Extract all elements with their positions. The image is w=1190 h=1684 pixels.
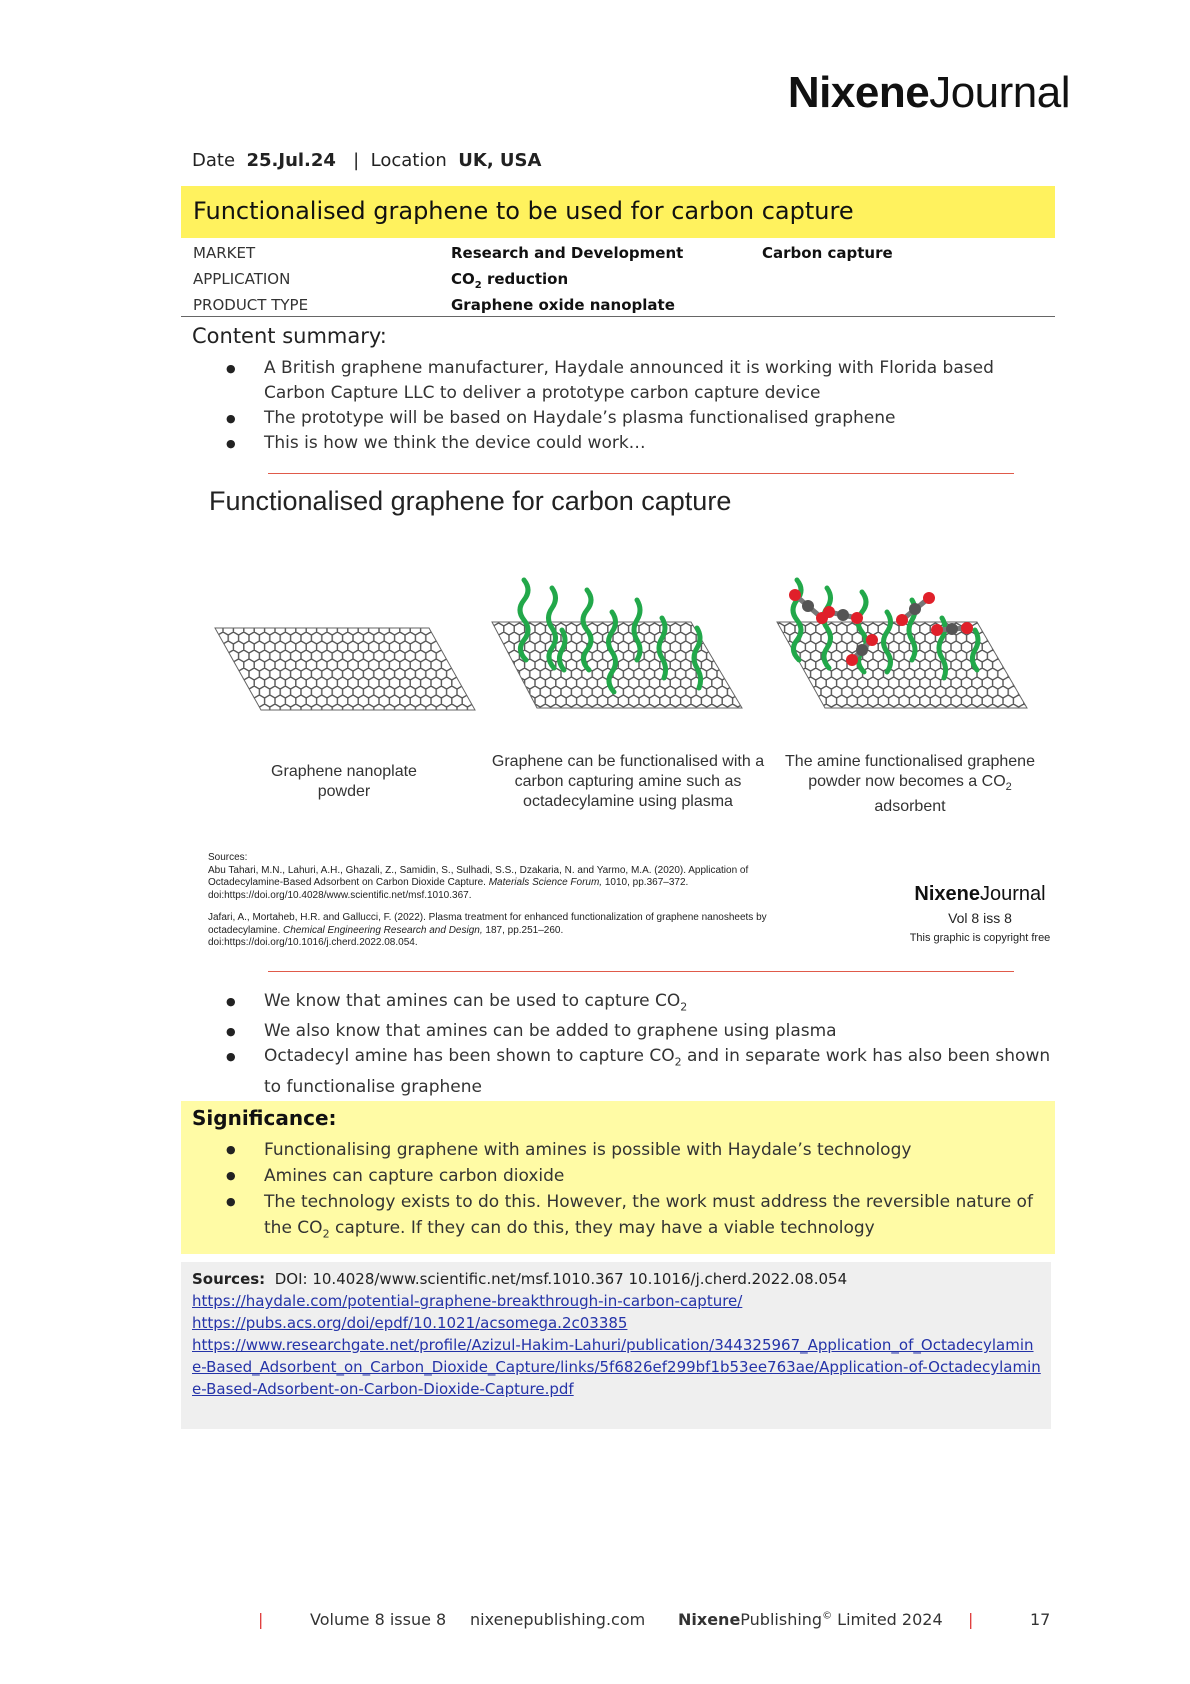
list-item: ● We know that amines can be used to capture $CO_2$ <box>192 989 1052 1019</box>
meta-row-product: PRODUCT TYPE Graphene oxide nanoplate <box>193 296 675 314</box>
figure-bottom-rule <box>268 971 1014 972</box>
list-item: ● Functionalising graphene with amines is possible with Haydale’s technology <box>192 1137 1052 1163</box>
list-item: ● Amines can capture carbon dioxide <box>192 1163 1052 1189</box>
summary-list <box>192 356 1052 456</box>
source-link[interactable]: https://www.researchgate.net/profile/Azizul-Hakim-Lahuri/publication/344325967_Application_of_Octadecylamine-Based_Adsorbent_on_Carbon_Dioxide_Capture/links/5f6826ef299bf1b53ee763ae/Application-of-Octadecylamine-Based-Adsorbent-on-Carbon-Dioxide-Capture.pdf <box>192 1336 1041 1398</box>
figure-title: Functionalised graphene for carbon capture <box>209 486 732 516</box>
nixene-journal-logo: NixeneJournal <box>787 68 1070 117</box>
list-item: ● This is how we think the device could work… <box>192 431 1052 456</box>
footer-bar-left: | <box>258 1610 264 1629</box>
list-item: ● Octadecyl amine has been shown to capture $CO_2$ and in separate work has also been shown to functionalise graphene <box>192 1044 1052 1099</box>
footer-volume: Volume 8 issue 8 <box>310 1610 447 1629</box>
figure-top-rule <box>268 473 1014 474</box>
article-title: Functionalised graphene to be used for carbon capture <box>193 197 854 225</box>
caption-adsorbent: The amine functionalised graphene powder now becomes a $CO_2$ adsorbent <box>785 753 1035 816</box>
figure-sources: Sources: Abu Tahari, M.N., Lahuri, A.H., Ghazali, Z., Samidin, S., Sulhadi, S.S., Dzakaria, N. and Yarmo, M.A. (2020). Application of Octadecylamine-Based Adsorbent on Carbon Dioxide Capture. Materials Science Forum, 1010, pp.367–372. doi:https://doi.org/10.4028/www.scientific.net/msf.1010.367. Jafari, A., Mortaheb, H.R. and Gallucci, F. (2022). Plasma treatment for enhanced functionalization of graphene nanosheets by octadecylamine. Chemical Engineering Research and Design, 187, pp.251–260. doi:https://doi.org/10.1016/j.cherd.2022.08.054. <box>208 852 767 948</box>
graphene-sheet-plain <box>215 628 475 710</box>
content-summary-heading: Content summary: <box>192 324 387 348</box>
source-link[interactable]: https://pubs.acs.org/doi/epdf/10.1021/acsomega.2c03385 <box>192 1314 628 1332</box>
footer-site: nixenepublishing.com <box>470 1610 646 1629</box>
caption-functionalised: Graphene can be functionalised with a carbon capturing amine such as octadecylamine using plasma <box>491 753 765 810</box>
graphene-illustration <box>197 560 1061 730</box>
source-link[interactable]: https://haydale.com/potential-graphene-breakthrough-in-carbon-capture/ <box>192 1292 743 1310</box>
significance-heading: Significance: <box>192 1106 337 1130</box>
list-item: ● We also know that amines can be added to graphene using plasma <box>192 1019 1052 1044</box>
significance-list <box>192 1137 1052 1247</box>
list-item: ● The prototype will be based on Haydale’s plasma functionalised graphene <box>192 406 1052 431</box>
meta-table <box>181 240 1055 318</box>
figure-brand: NixeneJournal Vol 8 iss 8 This graphic is copyright free <box>909 883 1051 944</box>
meta-row-application: APPLICATION $CO_2$ reduction <box>193 270 569 291</box>
footer-publisher: NixenePublishing© Limited 2024 <box>678 1610 943 1629</box>
caption-nanoplate: Graphene nanoplate powder <box>271 763 417 800</box>
sources-text: Sources: DOI: 10.4028/www.scientific.net/msf.1010.367 10.1016/j.cherd.2022.08.054 https://haydale.com/potential-graphene-breakthrough-in-carbon-capture/ https://pubs.acs.org/doi/epdf/10.1021/acsomega.2c03385 https://www.researchgate.net/profile/Azizul-Hakim-Lahuri/publication/344325967_Application_of_Octadecylamine-Based_Adsorbent_on_Carbon_Dioxide_Capture/links/5f6826ef299bf1b53ee763ae/Application-of-Octadecylamine-Based-Adsorbent-on-Carbon-Dioxide-Capture.pdf <box>192 1270 1041 1398</box>
meta-row-market: MARKET Research and Development Carbon capture <box>193 244 893 262</box>
footer-bar-right: | <box>968 1610 974 1629</box>
list-item: ● The technology exists to do this. However, the work must address the reversible nature of the $CO_2$ capture. If they can do this, they may have a viable technology <box>192 1189 1052 1247</box>
list-item: ● A British graphene manufacturer, Haydale announced it is working with Florida based Carbon Capture LLC to deliver a prototype carbon capture device <box>192 356 1052 406</box>
findings-list <box>192 989 1052 1100</box>
graphene-sheet-co2 <box>777 622 1027 708</box>
article-title-bar <box>181 186 1055 238</box>
dateline: Date 25.Jul.24 | Location UK, USA <box>192 150 542 171</box>
divider <box>181 316 1055 317</box>
page-number: 17 <box>1030 1610 1051 1629</box>
